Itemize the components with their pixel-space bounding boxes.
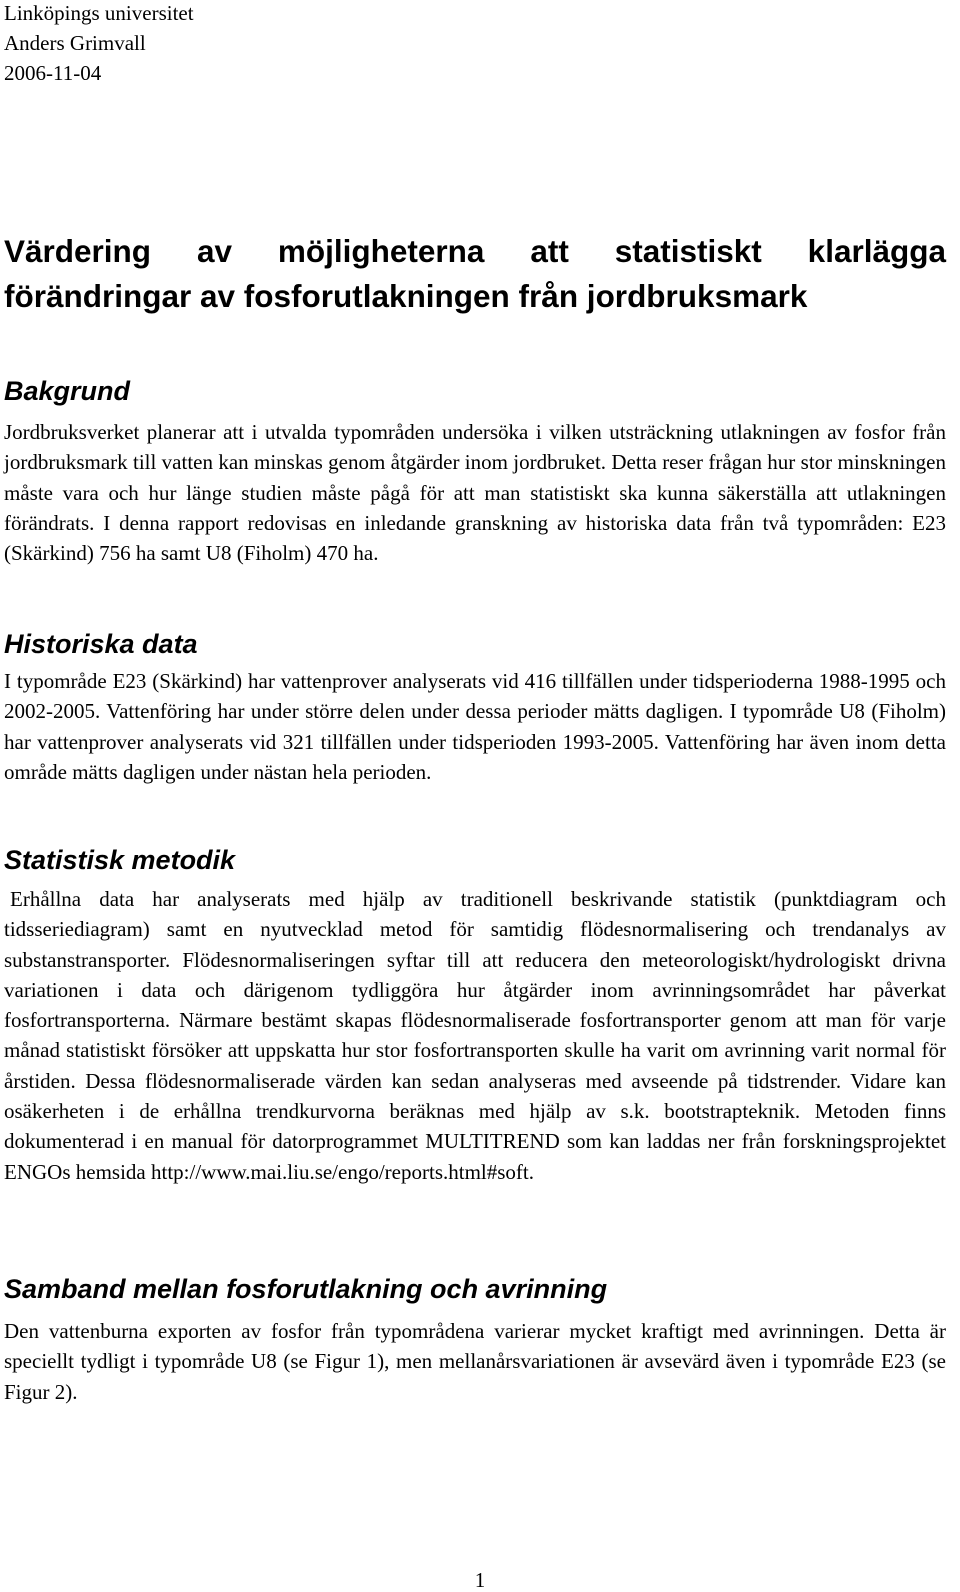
title-line-2: förändringar av fosforutlakningen från jordbruksmark xyxy=(4,278,808,314)
document-date: 2006-11-04 xyxy=(4,61,102,85)
page-number: 1 xyxy=(474,1568,486,1592)
title-line-1: Värdering av möjligheterna att statistiskt klarlägga xyxy=(4,233,946,269)
paragraph-bakgrund: Jordbruksverket planerar att i utvalda typområden undersöka i vilken utsträckning utlakningen av fosfor från jordbruksmark till vatten kan minskas genom åtgärder inom jordbruket. Detta reser frågan hur stor minskningen måste vara och hur länge studien måste pågå för att man statistiskt ska kunna säkerställa att utlakningen förändrats. I denna rapport redovisas en inledande granskning av historiska data från två typområden: E23 (Skärkind) 756 ha samt U8 (Fiholm) 470 ha. xyxy=(4,420,946,566)
paragraph-statistisk-metodik: Erhållna data har analyserats med hjälp av traditionell beskrivande statistik (punktdiagram och tidsseriediagram) samt en nyutvecklad metod för samtidig flödesnormalisering och trendanalys av substanstransporter. Flödesnormaliseringen syftar till att reducera den meteorologiskt/hydrologiskt drivna variationen i data och därigenom tydliggöra hur åtgärder inom avrinningsområdet har påverkat fosfortransporterna. Närmare bestämt skapas flödesnormaliserade fosfortransporter genom att man för varje månad statistiskt försöker att uppskatta hur stor fosfortransporten skulle ha varit om avrinning varit normal för årstiden. Dessa flödesnormaliserade värden kan sedan analyseras med avseende på tidstrender. Vidare kan osäkerheten i de erhållna trendkurvorna beräknas med hjälp av s.k. bootstrapteknik. Metoden finns dokumenterad i en manual för datorprogrammet MULTITREND som kan laddas ner från forskningsprojektet ENGOs hemsida http://www.mai.liu.se/engo/reports.html#soft. xyxy=(4,887,946,1184)
section-heading-samband: Samband mellan fosforutlakning och avrinning xyxy=(4,1274,608,1304)
section-heading-statistisk-metodik: Statistisk metodik xyxy=(4,845,236,875)
section-heading-bakgrund: Bakgrund xyxy=(4,376,131,406)
paragraph-samband: Den vattenburna exporten av fosfor från typområdena varierar mycket kraftigt med avrinningen. Detta är speciellt tydligt i typområde U8 (se Figur 1), men mellanårsvariationen är avsevärd även i typområde E23 (se Figur 2). xyxy=(4,1319,946,1404)
document-title xyxy=(4,229,946,319)
section-heading-historiska-data: Historiska data xyxy=(4,629,198,659)
institution-name: Linköpings universitet xyxy=(4,1,194,25)
author-name: Anders Grimvall xyxy=(4,31,146,55)
paragraph-historiska-data: I typområde E23 (Skärkind) har vattenprover analyserats vid 416 tillfällen under tidsperioderna 1988-1995 och 2002-2005. Vattenföring har under större delen under dessa perioder mätts dagligen. I typområde U8 (Fiholm) har vattenprover analyserats vid 321 tillfällen under tidsperioden 1993-2005. Vattenföring har även inom detta område mätts dagligen under nästan hela perioden. xyxy=(4,669,946,784)
document-header xyxy=(4,0,194,88)
